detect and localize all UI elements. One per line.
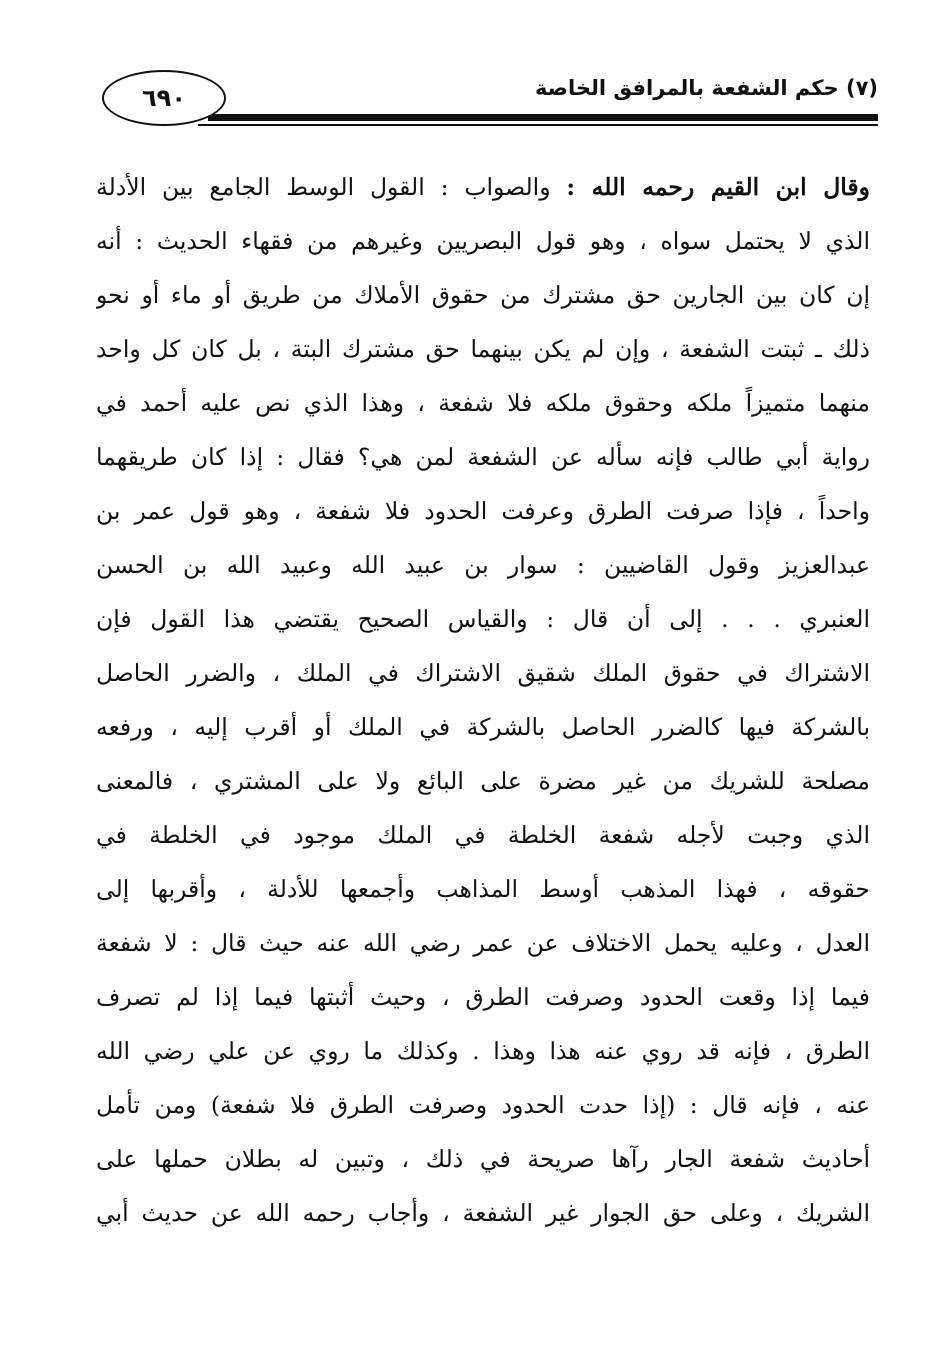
text-line-7: واحداً ، فإذا صرفت الطرق وعرفت الحدود فلا شفعة ، وهو قول عمر بن <box>96 497 870 525</box>
text-line-17: الطرق ، فإنه قد روي عنه هذا وهذا . وكذلك ما روي عن علي رضي الله <box>96 1037 870 1065</box>
text-line-4: ذلك ـ ثبتت الشفعة ، وإن لم يكن بينهما حق مشترك البتة ، بل كان كل واحد <box>96 335 870 363</box>
body-text <box>96 160 870 1240</box>
text-line-13: الذي وجبت لأجله شفعة الخلطة في الملك موجود في الخلطة في <box>96 821 870 849</box>
header-rule-thin <box>198 124 878 126</box>
text-line-9: العنبري . . . إلى أن قال : والقياس الصحيح يقتضي هذا القول فإن <box>96 605 870 633</box>
text-line-1 <box>96 160 870 214</box>
text-line-20: الشريك ، وعلى حق الجوار غير الشفعة ، وأجاب رحمه الله عن حديث أبي <box>96 1199 870 1227</box>
text-line-18: عنه ، فإنه قال : (إذا حدت الحدود وصرفت الطرق فلا شفعة) ومن تأمل <box>96 1091 870 1119</box>
text-line-12: مصلحة للشريك من غير مضرة على البائع ولا على المشتري ، فالمعنى <box>96 767 870 795</box>
page-header <box>78 66 878 136</box>
text-line-3: إن كان بين الجارين حق مشترك من حقوق الأملاك من طريق أو ماء أو نحو <box>96 281 870 309</box>
text-line-1-rest: والصواب : القول الوسط الجامع بين الأدلة <box>96 173 567 201</box>
text-line-2: الذي لا يحتمل سواه ، وهو قول البصريين وغيرهم من فقهاء الحديث : أنه <box>96 227 870 255</box>
text-line-5: منهما متميزاً ملكه وحقوق ملكه فلا شفعة ، وهذا الذي نص عليه أحمد في <box>96 389 870 417</box>
text-line-8: عبدالعزيز وقول القاضيين : سوار بن عبيد الله وعبيد الله بن الحسن <box>96 551 870 579</box>
text-line-15: العدل ، وعليه يحمل الاختلاف عن عمر رضي الله عنه حيث قال : لا شفعة <box>96 929 870 957</box>
header-rule-thick <box>208 114 878 121</box>
page-number-oval <box>102 70 226 126</box>
text-line-19: أحاديث شفعة الجار رآها صريحة في ذلك ، وتبين له بطلان حملها على <box>96 1145 870 1173</box>
text-line-11: بالشركة فيها كالضرر الحاصل بالشركة في الملك أو أقرب إليه ، ورفعه <box>96 713 870 741</box>
running-title: (٧) حكم الشفعة بالمرافق الخاصة <box>534 76 878 100</box>
text-line-10: الاشتراك في حقوق الملك شقيق الاشتراك في الملك ، والضرر الحاصل <box>96 659 870 687</box>
text-line-16: فيما إذا وقعت الحدود وصرفت الطرق ، وحيث أثبتها فيما إذا لم تصرف <box>96 983 870 1011</box>
text-line-6: رواية أبي طالب فإنه سأله عن الشفعة لمن هي؟ فقال : إذا كان طريقهما <box>96 443 870 471</box>
lead-bold-phrase: وقال ابن القيم رحمه الله : <box>566 173 870 201</box>
text-line-14: حقوقه ، فهذا المذهب أوسط المذاهب وأجمعها للأدلة ، وأقربها إلى <box>96 875 870 903</box>
page-number: ٦٩٠ <box>142 84 186 112</box>
